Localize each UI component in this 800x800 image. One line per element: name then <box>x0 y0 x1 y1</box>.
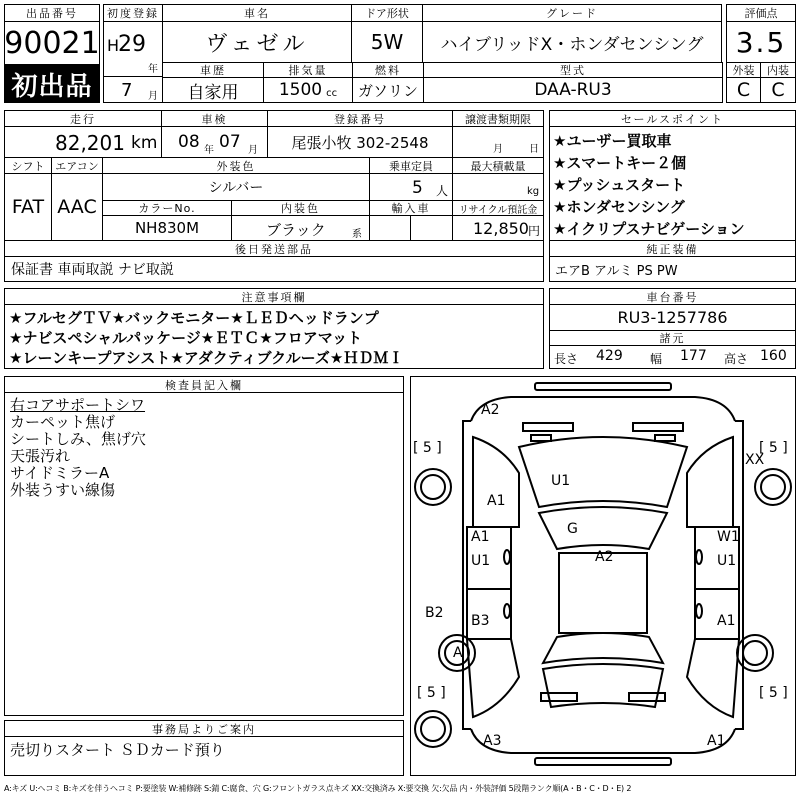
transfer-label: 譲渡書類期限 <box>452 110 544 127</box>
damage-diagram <box>410 376 796 776</box>
handle-left <box>504 604 510 618</box>
office-label: 事務局よりご案内 <box>4 720 404 737</box>
mark-u1-top: U1 <box>551 473 571 489</box>
lot-label: 出品番号 <box>4 4 100 22</box>
fuel-label: 燃料 <box>352 62 424 78</box>
reg-month-unit: 月 <box>148 91 158 102</box>
chassis-number: RU3-1257786 <box>549 304 796 331</box>
capacity: 5 <box>412 178 423 198</box>
displacement-label: 排気量 <box>263 62 353 78</box>
notes-label: 注意事項欄 <box>4 288 544 305</box>
note-line: ★ナビスペシャルパッケージ★ＥＴＣ★フロアマット <box>9 329 363 347</box>
import-cell-2 <box>410 215 453 241</box>
mileage-unit: km <box>131 133 158 153</box>
first-listing-badge: 初出品 <box>4 65 100 103</box>
car-name-label: 車名 <box>162 4 352 22</box>
equipment-label: 純正装備 <box>549 240 796 257</box>
mark-a2-top: A2 <box>481 402 500 418</box>
displacement-box <box>263 77 353 103</box>
rear-bumper <box>535 758 671 765</box>
inspector-line: 天張汚れ <box>10 447 71 465</box>
rear-lamp-right <box>629 693 665 701</box>
ext-grade-label: 外装 <box>726 62 761 78</box>
height: 160 <box>760 348 787 364</box>
roof <box>559 553 647 633</box>
fuel: ガソリン <box>352 77 424 103</box>
interior-suffix: 系 <box>352 229 362 240</box>
hood <box>519 437 687 507</box>
ac: AAC <box>51 173 103 241</box>
mark-a-tire: A <box>453 645 463 661</box>
color-no: NH830M <box>102 215 232 241</box>
mark-b2: B2 <box>425 605 444 621</box>
inspector-line: サイドミラーA <box>10 464 110 482</box>
later-parts-label: 後日発送部品 <box>4 240 544 257</box>
capacity-unit: 人 <box>436 184 449 198</box>
int-grade: C <box>760 77 796 103</box>
grade-label: グレード <box>422 4 722 22</box>
height-label: 高さ <box>724 352 749 366</box>
wheel-front-left <box>421 475 445 499</box>
mark-w1: W1 <box>717 529 740 545</box>
mileage: 82,201 <box>55 131 125 155</box>
reg-label: 初度登録 <box>103 4 163 22</box>
score-label: 評価点 <box>726 4 796 22</box>
inspection-year-unit: 年 <box>204 145 214 156</box>
rear-outline <box>471 729 735 753</box>
ext-grade: C <box>726 77 761 103</box>
history: 自家用 <box>162 77 264 103</box>
color-no-label: カラーNo. <box>102 200 232 216</box>
wheel-front-right <box>761 475 785 499</box>
model-label: 型式 <box>423 62 723 78</box>
rear-lamp-left <box>541 693 577 701</box>
inspection-year: 08 <box>178 132 200 152</box>
interior-color-label: 内装色 <box>231 200 370 216</box>
recycle-unit: 円 <box>528 224 541 238</box>
foglamp-left <box>531 435 551 441</box>
transfer-box <box>452 126 544 158</box>
note-line: ★レーンキープアシスト★アダクティブクルーズ★ＨＤＭＩ <box>9 349 404 367</box>
grade: ハイブリッドX・ホンダセンシング <box>422 21 722 63</box>
mark-xx: XX <box>745 452 765 468</box>
sales-point: ★ユーザー買取車 <box>553 132 672 150</box>
later-parts: 保証書 車両取説 ナビ取説 <box>4 256 544 282</box>
headlamp-right <box>633 423 683 431</box>
car-name: ヴェゼル <box>162 21 352 63</box>
mark-a1-bottom: A1 <box>707 733 726 749</box>
interior-color-box <box>231 215 370 241</box>
tire-depth-rr: [ 5 ] <box>759 685 788 701</box>
mark-u1-left-door: U1 <box>471 553 491 569</box>
displacement: 1500 <box>278 80 323 100</box>
tire-depth-fl: [ 5 ] <box>413 440 442 456</box>
rear-right-quarter <box>687 639 739 717</box>
inspection-label: 車検 <box>161 110 268 127</box>
int-grade-label: 内装 <box>760 62 796 78</box>
model: DAA-RU3 <box>423 77 723 103</box>
interior-color: ブラック <box>266 221 326 239</box>
mark-a2-center: A2 <box>595 549 614 565</box>
wheel-rear-right <box>743 641 767 665</box>
handle-right <box>696 604 702 618</box>
inspector-label: 検査員記入欄 <box>4 376 404 393</box>
front-bumper <box>535 383 671 390</box>
reg-month-box <box>103 76 163 103</box>
inspection-month-unit: 月 <box>248 145 258 156</box>
reg-era: H <box>107 36 120 55</box>
plate-number: 尾張小牧 302-2548 <box>267 126 453 158</box>
inspector-box <box>4 392 404 716</box>
rear-window <box>543 633 663 663</box>
sales-point: ★スマートキー２個 <box>553 154 687 172</box>
mark-a3: A3 <box>483 733 502 749</box>
inspector-line: 外装うすい線傷 <box>10 481 116 499</box>
headlamp-left <box>523 423 573 431</box>
load-box <box>452 173 544 201</box>
office-text: 売切りスタート ＳＤカード預り <box>4 736 404 776</box>
front-right-fender <box>687 437 733 527</box>
import-label: 輸入車 <box>369 200 453 216</box>
capacity-label: 乗車定員 <box>369 157 453 174</box>
reg-year: 29 <box>118 32 146 57</box>
sales-points <box>549 126 796 241</box>
exterior-color: シルバー <box>102 173 370 201</box>
recycle-box <box>452 215 544 241</box>
length: 429 <box>596 348 623 364</box>
equipment: エアB アルミ PS PW <box>549 256 796 282</box>
shift-label: シフト <box>4 157 52 174</box>
car-diagram-svg <box>411 377 795 775</box>
recycle-label: リサイクル預託金 <box>452 200 544 216</box>
recycle: 12,850 <box>473 219 529 238</box>
spare-wheel <box>421 717 445 741</box>
note-line: ★フルセグＴＶ★バックモニター★ＬＥＤヘッドランプ <box>9 309 379 327</box>
ac-label: エアコン <box>51 157 103 174</box>
length-label: 長さ <box>554 352 579 366</box>
mark-a1-left-door: A1 <box>471 529 490 545</box>
mileage-label: 走行 <box>4 110 162 127</box>
mirror-right <box>696 550 702 564</box>
inspector-line: カーペット焦げ <box>10 413 116 431</box>
mark-a1-rear-right: A1 <box>717 613 736 629</box>
reg-year-unit: 年 <box>148 64 158 75</box>
dims-label: 諸元 <box>549 330 796 346</box>
door-label: ドア形状 <box>351 4 423 22</box>
mark-a1-left: A1 <box>487 493 506 509</box>
load-unit: kg <box>527 186 540 197</box>
history-label: 車歴 <box>162 62 264 78</box>
capacity-box <box>369 173 453 201</box>
tire-depth-rl: [ 5 ] <box>417 685 446 701</box>
door-type: 5W <box>351 21 423 63</box>
sales-point: ★イクリプスナビゲーション <box>553 220 745 238</box>
reg-year-box <box>103 21 163 77</box>
sales-point: ★プッシュスタート <box>553 176 686 194</box>
mark-g: G <box>567 521 578 537</box>
notes-box <box>4 304 544 369</box>
legend: A:キズ U:ヘコミ B:キズを伴うヘコミ P:要塗装 W:補修跡 S:錆 C:腐食、穴 G:フロントガラス点キズ XX:交換済み X:要交換 欠:欠品 内・外装評価 5段階ランク順(A・B・C・D・E) 2 <box>4 783 632 793</box>
chassis-label: 車台番号 <box>549 288 796 305</box>
plate-label: 登録番号 <box>267 110 453 127</box>
inspection-month: 07 <box>219 132 241 152</box>
windshield <box>539 507 667 549</box>
color-label: 外装色 <box>102 157 370 174</box>
inspector-line: 右コアサポートシワ <box>10 396 146 414</box>
inspection-box <box>161 126 268 158</box>
shift: FAT <box>4 173 52 241</box>
sales-label: セールスポイント <box>549 110 796 127</box>
mirror-left <box>504 550 510 564</box>
mark-b3: B3 <box>471 613 490 629</box>
foglamp-right <box>655 435 675 441</box>
mark-u1-right-door: U1 <box>717 553 737 569</box>
import-cell-1 <box>369 215 411 241</box>
score-value: 3.5 <box>726 21 796 63</box>
dims-box <box>549 345 796 369</box>
sales-point: ★ホンダセンシング <box>553 198 685 216</box>
transfer-day-unit: 日 <box>529 144 539 155</box>
width: 177 <box>680 348 707 364</box>
front-left-fender <box>473 437 519 527</box>
displacement-unit: cc <box>326 87 338 99</box>
load-label: 最大積載量 <box>452 157 544 174</box>
lot-number: 90021 <box>4 21 100 65</box>
transfer-month-unit: 月 <box>493 144 503 155</box>
width-label: 幅 <box>650 352 663 366</box>
inspector-line: シートしみ、焦げ穴 <box>10 430 146 448</box>
front-outline <box>471 397 735 421</box>
reg-month: 7 <box>121 80 133 101</box>
tire-depth-fr: [ 5 ] <box>759 440 788 456</box>
mileage-box <box>4 126 162 158</box>
